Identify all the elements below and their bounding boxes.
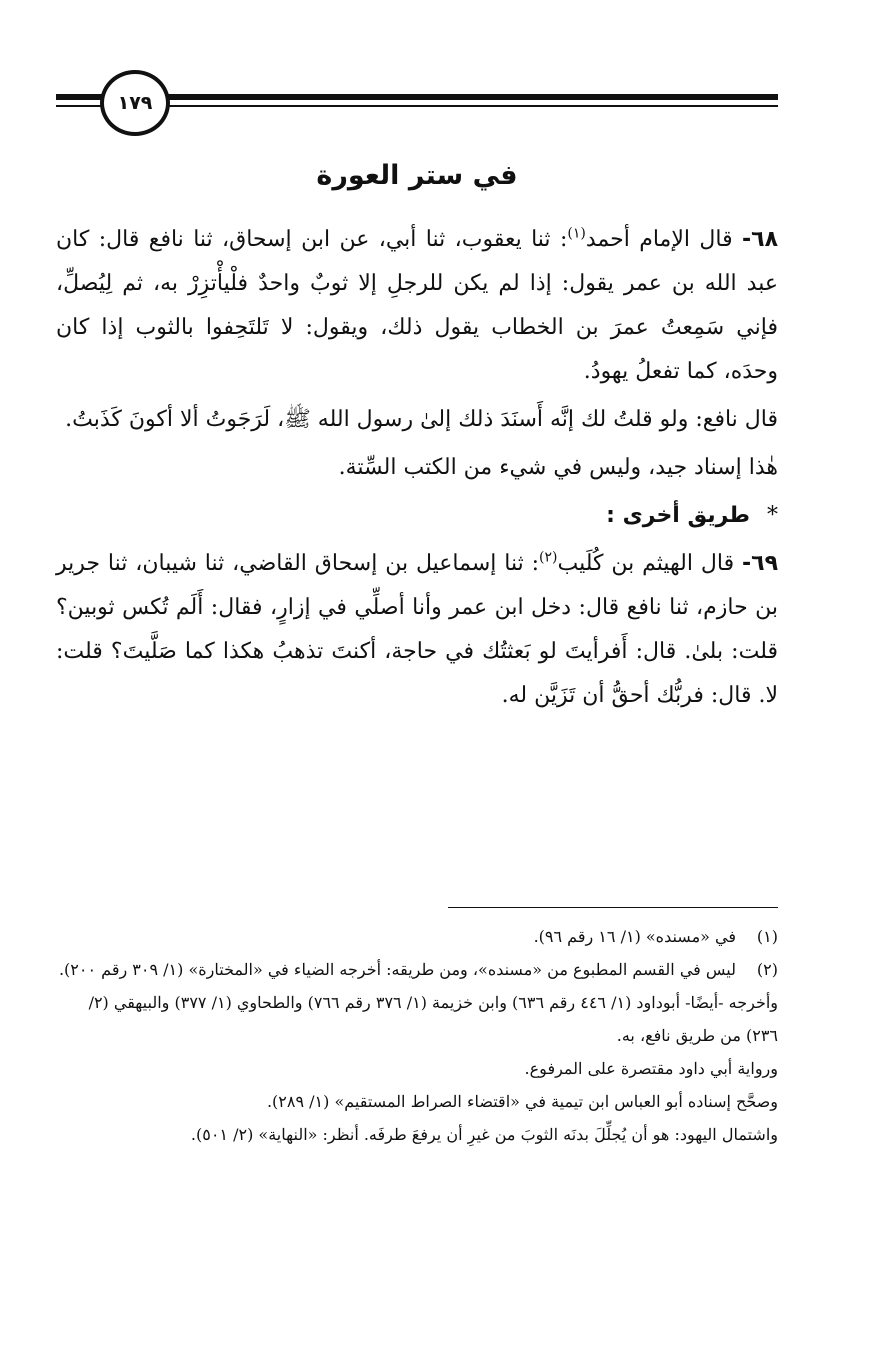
footnote-text: في «مسنده» (١/ ١٦ رقم ٩٦). — [533, 927, 736, 946]
hadith-68 — [56, 218, 778, 394]
footnote-2-continued: وأخرجه -أيضًا- أبوداود (١/ ٤٤٦ رقم ٦٣٦) وابن خزيمة (١/ ٣٧٦ رقم ٧٦٦) والطحاوي (١/ ٣٧٧) والبيهقي (٢/ ٢٣٦) من طريق نافع، به. — [88, 993, 778, 1045]
hadith-intro: قال الإمام أحمد — [585, 227, 733, 252]
page-number: ١٧٩ — [100, 70, 170, 136]
footnote-ref-1[interactable]: (١) — [567, 225, 586, 242]
footnote-text: ليس في القسم المطبوع من «مسنده»، ومن طريقه: أخرجه الضياء في «المختارة» (١/ ٣٠٩ رقم ٢٠٠). — [58, 960, 736, 979]
subheading — [56, 494, 778, 538]
star-icon: * — [767, 503, 778, 528]
footnote-divider — [448, 907, 778, 908]
footnote-2 — [56, 953, 778, 986]
hadith-text: : ثنا إسماعيل بن إسحاق القاضي، ثنا شيبان، ثنا جرير بن حازم، ثنا نافع قال: دخل ابن عمر وأنا أصلِّي في إزارٍ، فقال: أَلَم تُكس ثوبين؟ قلت: بلىٰ. قال: أَفرأيتَ لو بَعثتُك في حاجة، أكنتَ تذهبُ هكذا كما صَلَّيتَ؟ قلت: لا. قال: فربُّك أحقُّ أن تَزَيَّن له. — [56, 551, 778, 708]
hadith-text: : ثنا يعقوب، ثنا أبي، عن ابن إسحاق، ثنا نافع قال: كان عبد الله بن عمر يقول: إذا لم يكن للرجلِ إلا ثوبٌ واحدٌ فلْيأْتزِرْ به، ثم لِيُصلِّ، فإني سَمِعتُ عمرَ بن الخطاب يقول ذلك، ويقول: لا تَلتَحِفوا بالثوب إذا كان وحدَه، كما تفعلُ يهودُ. — [56, 227, 778, 384]
hadith-number: ٦٩- — [742, 551, 778, 576]
footnote-2-continued: ورواية أبي داود مقتصرة على المرفوع. — [524, 1059, 778, 1078]
footnote-number: (١) — [756, 927, 778, 946]
footnote-number: (٢) — [756, 960, 778, 979]
footnote-2-continued: واشتمال اليهود: هو أن يُجلِّلَ بدنَه الثوبَ من غيرِ أن يرفعَ طرفَه. أنظر: «النهاية» (٢/ ٥٠١). — [190, 1125, 778, 1144]
footnote-2-continued: وصحَّح إسناده أبو العباس ابن تيمية في «اقتضاء الصراط المستقيم» (١/ ٢٨٩). — [266, 1092, 778, 1111]
nafi-statement: قال نافع: ولو قلتُ لك إنَّه أَسنَدَ ذلك إلىٰ رسول الله ﷺ، لَرَجَوتُ ألا أكونَ كَذَبتُ. — [65, 407, 778, 432]
hadith-number: ٦٨- — [742, 227, 778, 252]
grading-statement: هٰذا إسناد جيد، وليس في شيء من الكتب السِّتة. — [338, 455, 778, 480]
subheading-text: طريق أخرى : — [606, 503, 750, 528]
hadith-intro: قال الهيثم بن كُلَيب — [557, 551, 735, 576]
footnotes — [56, 920, 778, 1151]
page-header — [56, 70, 778, 130]
section-title: في ستر العورة — [316, 160, 518, 191]
hadith-69 — [56, 542, 778, 718]
main-text — [56, 218, 778, 722]
footnote-ref-2[interactable]: (٢) — [539, 549, 558, 566]
footnote-1 — [56, 920, 778, 953]
